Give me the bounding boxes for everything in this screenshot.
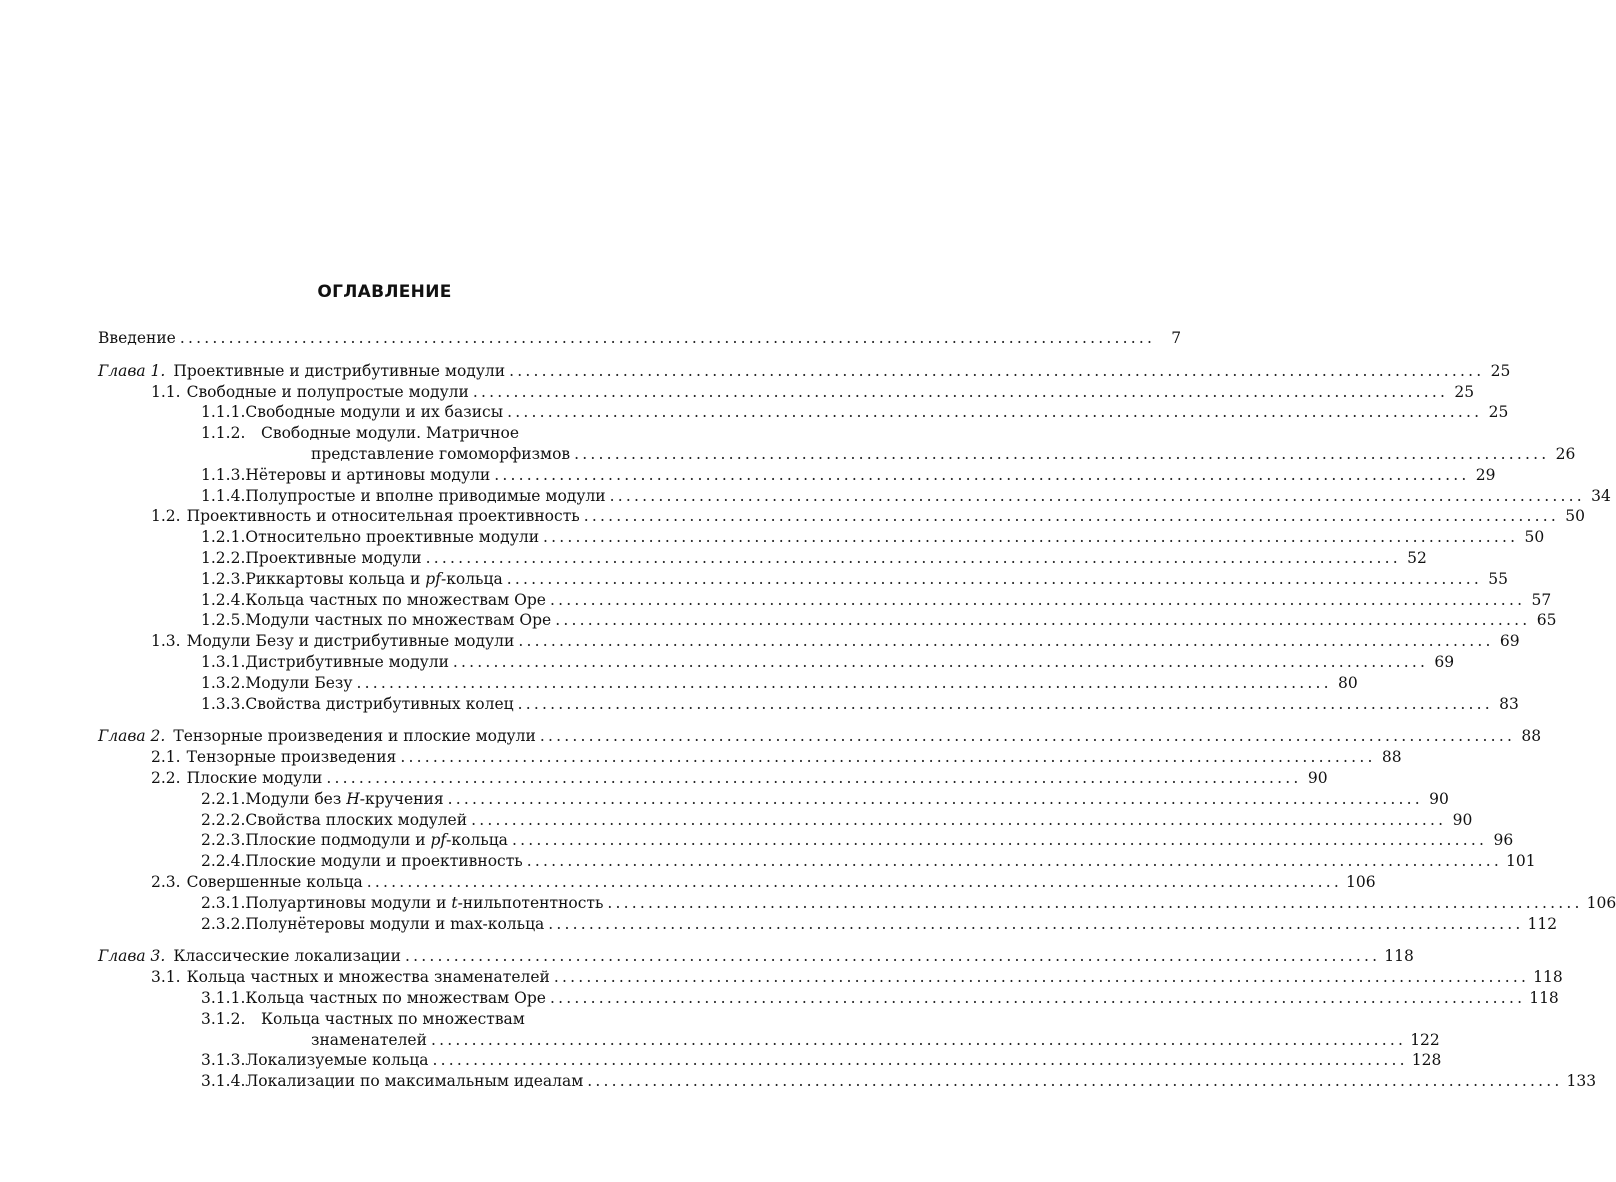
- title-part: -кольца: [482, 914, 545, 933]
- page-number: 88: [1521, 727, 1542, 746]
- title-part: Полунётеровы модули и: [245, 914, 451, 933]
- section-number: 1.3.: [151, 632, 181, 651]
- dot-leader: ........................................................................................................................: [509, 361, 1485, 380]
- page-number: 65: [1536, 611, 1557, 630]
- subsection-number: 3.1.2.: [201, 1009, 246, 1028]
- subsection-number: 1.3.2.: [201, 673, 246, 692]
- page-number: 96: [1493, 831, 1514, 850]
- dot-leader: ........................................................................................................................: [518, 632, 1494, 651]
- entry-title: Локализуемые кольца: [245, 1051, 429, 1070]
- toc-entry-1-3-1[interactable]: [98, 652, 1455, 673]
- subsection-number: 1.2.5.: [201, 611, 246, 630]
- toc-entry-3-1[interactable]: [98, 967, 1563, 988]
- page-number: 80: [1338, 673, 1358, 692]
- subsection-number: 1.1.1.: [201, 403, 246, 422]
- dot-leader: ........................................................................................................................: [555, 611, 1531, 630]
- toc-entry-1-1-4[interactable]: [98, 486, 1611, 507]
- subsection-number: 1.2.4.: [201, 590, 246, 609]
- dot-leader: ........................................................................................................................: [548, 914, 1524, 933]
- dot-leader: ........................................................................................................................: [526, 852, 1502, 871]
- title-part: -кручения: [359, 789, 444, 808]
- toc-entry-1-3[interactable]: [98, 631, 1520, 652]
- section-number: 2.1.: [151, 748, 181, 767]
- entry-title: Кольца частных и множества знаменателей: [186, 968, 550, 987]
- page-number: 7: [1171, 329, 1182, 347]
- subsection-number: 2.2.3.: [201, 831, 246, 850]
- title-part: -нильпотентность: [457, 893, 604, 912]
- dot-leader: ........................................................................................................................: [179, 329, 1156, 347]
- entry-title: Введение: [98, 329, 176, 347]
- dot-leader: ........................................................................................................................: [447, 789, 1423, 808]
- entry-title: Проективность и относительная проективность: [186, 507, 580, 526]
- entry-title: Локализации по максимальным идеалам: [245, 1072, 584, 1091]
- page-number: 112: [1527, 914, 1558, 933]
- toc-entry-chapter-2[interactable]: [98, 726, 1542, 747]
- math-symbol: pf: [425, 569, 441, 588]
- entry-title: [245, 789, 443, 810]
- entry-title: [245, 569, 502, 590]
- section-number: 2.2.: [151, 768, 181, 787]
- toc-entry-1-2-1[interactable]: [98, 527, 1545, 548]
- math-symbol: H: [346, 789, 360, 808]
- entry-title: Кольца частных по множествам Оре: [245, 590, 546, 609]
- toc-entry-1-1-3[interactable]: [98, 465, 1496, 486]
- dot-leader: ........................................................................................................................: [553, 968, 1530, 987]
- entry-title: Совершенные кольца: [186, 872, 363, 891]
- subsection-number: 1.1.2.: [201, 424, 246, 443]
- entry-title: [245, 893, 603, 914]
- toc-entry-chapter-3[interactable]: [98, 946, 1414, 967]
- entry-title: Свободные модули. Матричное: [261, 424, 519, 443]
- dot-leader: ........................................................................................................................: [583, 507, 1559, 526]
- dot-leader: ........................................................................................................................: [549, 590, 1526, 609]
- title-part: Плоские подмодули и: [245, 831, 431, 850]
- dot-leader: ........................................................................................................................: [543, 528, 1519, 547]
- section-number: 1.1.: [151, 382, 181, 401]
- entry-title: Плоские модули: [186, 768, 323, 787]
- toc-entry-2-1[interactable]: [98, 747, 1402, 768]
- title-part: -кольца: [446, 831, 508, 850]
- dot-leader: ........................................................................................................................: [506, 569, 1482, 588]
- toc-entry-2-2[interactable]: [98, 768, 1328, 789]
- toc-entry-1-2[interactable]: [98, 506, 1585, 527]
- toc-entry-1-2-3[interactable]: [98, 569, 1508, 590]
- math-symbol: max: [450, 914, 483, 933]
- dot-leader: ........................................................................................................................: [511, 831, 1488, 850]
- page-number: 25: [1454, 382, 1475, 401]
- entry-title: [245, 914, 544, 935]
- page-number: 69: [1434, 652, 1455, 671]
- page-number: 34: [1591, 486, 1611, 505]
- dot-leader: ........................................................................................................................: [472, 382, 1449, 401]
- page-number: 25: [1488, 403, 1509, 422]
- page-number: 106: [1586, 893, 1616, 912]
- dot-leader: ........................................................................................................................: [609, 486, 1585, 505]
- subsection-number: 2.2.1.: [201, 789, 246, 808]
- toc-entry-2-3-1[interactable]: [98, 893, 1616, 914]
- toc-entry-2-2-2[interactable]: [98, 810, 1473, 831]
- chapter-number: Глава 1.: [98, 361, 166, 380]
- entry-title: Тензорные произведения и плоские модули: [173, 727, 536, 746]
- entry-title: Модули Безу и дистрибутивные модули: [186, 632, 515, 651]
- subsection-number: 3.1.1.: [201, 988, 246, 1007]
- page-number: 118: [1384, 947, 1414, 966]
- page-number: 57: [1531, 590, 1552, 609]
- page-number: 69: [1499, 632, 1520, 651]
- page-number: 118: [1529, 988, 1559, 1007]
- dot-leader: ........................................................................................................................: [574, 444, 1550, 463]
- page-number: 118: [1533, 968, 1563, 987]
- entry-title: Модули частных по множествам Оре: [245, 611, 552, 630]
- entry-title: Проективные и дистрибутивные модули: [173, 361, 506, 380]
- entry-title: Кольца частных по множествам: [261, 1009, 525, 1028]
- subsection-number: 2.3.1.: [201, 893, 246, 912]
- entry-title: Плоские модули и проективность: [245, 852, 523, 871]
- title-part: Полуартиновы модули и: [245, 893, 452, 912]
- title-part: Модули без: [245, 789, 347, 808]
- dot-leader: ........................................................................................................................: [494, 465, 1470, 484]
- subsection-number: 2.3.2.: [201, 914, 246, 933]
- dot-leader: ........................................................................................................................: [452, 652, 1429, 671]
- title-part: Риккартовы кольца и: [245, 569, 426, 588]
- dot-leader: ........................................................................................................................: [517, 694, 1493, 713]
- entry-title: Полупростые и вполне приводимые модули: [245, 486, 606, 505]
- page-number: 25: [1490, 361, 1511, 380]
- page-number: 88: [1381, 748, 1402, 767]
- entry-title: Свободные и полупростые модули: [186, 382, 469, 401]
- entry-title: Тензорные произведения: [186, 748, 397, 767]
- page-number: 83: [1499, 694, 1519, 713]
- entry-title: [245, 830, 508, 851]
- page-number: 106: [1346, 872, 1376, 891]
- dot-leader: ........................................................................................................................: [587, 1072, 1563, 1091]
- subsection-number: 1.2.3.: [201, 569, 246, 588]
- dot-leader: ........................................................................................................................: [539, 727, 1516, 746]
- toc-entry-1-2-4[interactable]: [98, 590, 1552, 611]
- entry-title: Свободные модули и их базисы: [245, 403, 504, 422]
- page-number: 50: [1565, 507, 1585, 526]
- entry-title: Кольца частных по множествам Оре: [245, 988, 546, 1007]
- page-number: 122: [1410, 1030, 1440, 1049]
- subsection-number: 1.3.1.: [201, 652, 246, 671]
- entry-title: Проективные модули: [245, 548, 422, 567]
- toc-entry-chapter-1[interactable]: [98, 361, 1511, 382]
- toc-entry-2-3-2[interactable]: [98, 914, 1558, 935]
- chapter-number: Глава 3.: [98, 947, 166, 966]
- dot-leader: ........................................................................................................................: [366, 872, 1343, 891]
- toc-entry-1-1-2[interactable]: [98, 423, 678, 444]
- page-number: 90: [1452, 810, 1473, 829]
- entry-title: Относительно проективные модули: [245, 528, 540, 547]
- entry-title: Классические локализации: [173, 947, 401, 966]
- dot-leader: ........................................................................................................................: [607, 893, 1583, 912]
- subsection-number: 1.1.3.: [201, 465, 246, 484]
- subsection-number: 1.2.2.: [201, 548, 246, 567]
- toc-entry-1-1-1[interactable]: [98, 402, 1509, 423]
- subsection-number: 1.3.3.: [201, 694, 246, 713]
- dot-leader: ........................................................................................................................: [507, 403, 1483, 422]
- page-number: 50: [1524, 528, 1545, 547]
- table-of-contents: [98, 328, 1616, 1092]
- toc-entry-2-2-1[interactable]: [98, 789, 1449, 810]
- toc-entry-intro[interactable]: [98, 328, 1182, 349]
- toc-entry-1-2-2[interactable]: [98, 548, 1427, 569]
- toc-entry-3-1-4[interactable]: [98, 1071, 1597, 1092]
- dot-leader: ........................................................................................................................: [425, 548, 1401, 567]
- page-number: 90: [1429, 789, 1449, 808]
- page-number: 133: [1566, 1072, 1597, 1091]
- toc-entry-1-3-2[interactable]: [98, 673, 1358, 694]
- toc-entry-2-3[interactable]: [98, 872, 1376, 893]
- subsection-number: 2.2.2.: [201, 810, 246, 829]
- toc-entry-3-1-2[interactable]: [98, 1009, 678, 1030]
- page-number: 52: [1407, 548, 1427, 567]
- page-number: 26: [1555, 444, 1576, 463]
- dot-leader: ........................................................................................................................: [400, 748, 1376, 767]
- toc-entry-1-1-2-continued[interactable]: [98, 444, 1576, 465]
- section-number: 3.1.: [151, 968, 181, 987]
- dot-leader: ........................................................................................................................: [549, 988, 1526, 1007]
- page-number: 128: [1411, 1051, 1442, 1070]
- toc-entry-1-1[interactable]: [98, 382, 1475, 403]
- page-title: ОГЛАВЛЕНИЕ: [317, 282, 452, 302]
- page-number: 101: [1505, 852, 1536, 871]
- entry-title: Свойства дистрибутивных колец: [245, 694, 514, 713]
- dot-leader: ........................................................................................................................: [432, 1051, 1408, 1070]
- subsection-number: 1.1.4.: [201, 486, 246, 505]
- page-number: 90: [1307, 768, 1328, 787]
- entry-title-continued: представление гомоморфизмов: [311, 444, 571, 463]
- entry-title: Свойства плоских модулей: [245, 810, 468, 829]
- toc-entry-1-2-5[interactable]: [98, 610, 1557, 631]
- toc-entry-2-2-3[interactable]: [98, 830, 1514, 851]
- subsection-number: 2.2.4.: [201, 852, 246, 871]
- dot-leader: ........................................................................................................................: [404, 947, 1381, 966]
- dot-leader: ........................................................................................................................: [430, 1030, 1407, 1049]
- entry-title-continued: знаменателей: [311, 1030, 427, 1049]
- subsection-number: 3.1.4.: [201, 1072, 246, 1091]
- toc-entry-3-1-2-continued[interactable]: [98, 1030, 1440, 1051]
- toc-entry-1-3-3[interactable]: [98, 694, 1519, 715]
- toc-entry-2-2-4[interactable]: [98, 851, 1536, 872]
- toc-entry-3-1-1[interactable]: [98, 988, 1559, 1009]
- subsection-number: 3.1.3.: [201, 1051, 246, 1070]
- toc-entry-3-1-3[interactable]: [98, 1050, 1442, 1071]
- page-number: 55: [1488, 569, 1508, 588]
- entry-title: Нётеровы и артиновы модули: [245, 465, 491, 484]
- chapter-number: Глава 2.: [98, 727, 166, 746]
- section-number: 2.3.: [151, 872, 181, 891]
- math-symbol: t: [451, 893, 458, 912]
- subsection-number: 1.2.1.: [201, 528, 246, 547]
- section-number: 1.2.: [151, 507, 181, 526]
- page-number: 29: [1475, 465, 1496, 484]
- dot-leader: ........................................................................................................................: [471, 810, 1447, 829]
- math-symbol: pf: [430, 831, 447, 850]
- title-part: -кольца: [440, 569, 503, 588]
- dot-leader: ........................................................................................................................: [326, 768, 1302, 787]
- entry-title: Дистрибутивные модули: [245, 652, 449, 671]
- entry-title: Модули Безу: [245, 673, 353, 692]
- dot-leader: ........................................................................................................................: [356, 673, 1332, 692]
